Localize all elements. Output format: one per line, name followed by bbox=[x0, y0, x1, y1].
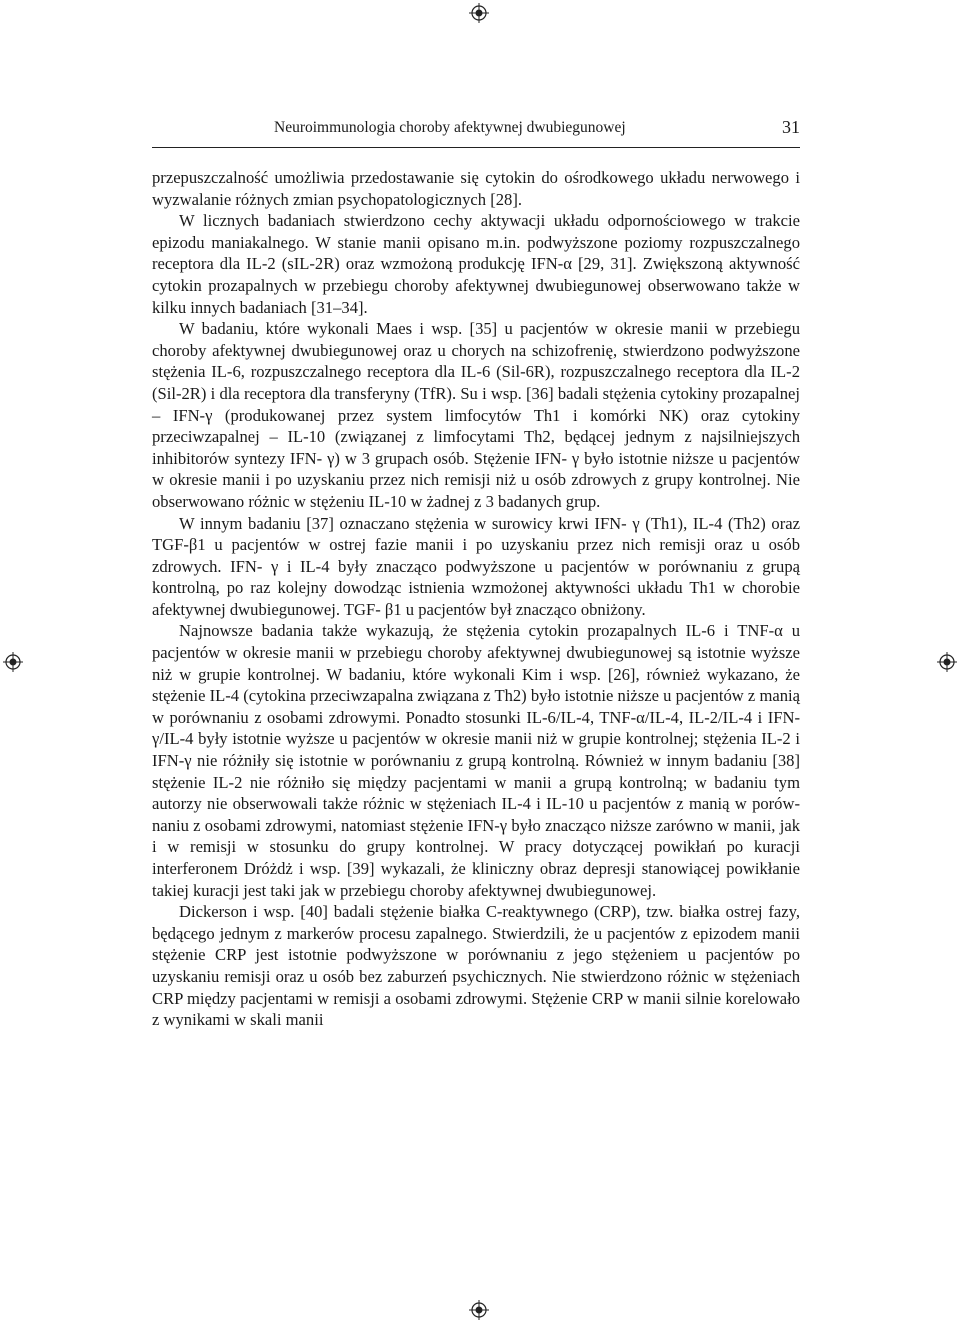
registration-mark-icon bbox=[469, 3, 489, 23]
paragraph: Najnowsze badania także wykazują, że stężenia cytokin prozapalnych IL-6 i TNF-α u pacjentów w okresie manii w przebiegu choroby afektywnej dwubiegunowej są istotnie wyższe niż w grupie kontrolnej. W badaniu, które wykonali Kim i wsp. [26], również wykazano, że stężenie IL-4 (cytokina przeciwzapalna związana z Th2) było istotnie niższe u pacjentów z manią w porównaniu z osobami zdrowymi. Ponadto stosunki IL-6/IL-4, TNF-α/IL-4, IL-2/IL-4 i IFN-γ/IL-4 były istotnie wyższe u pacjentów w okresie manii niż w grupie kontrolnej; stężenia IL-2 i IFN-γ nie różniły się istotnie w porównaniu z grupą kontrolną. Również w innym badaniu [38] stężenie IL-2 nie różniło się między pacjentami w manii a grupą kontrolną; w badaniu tym autorzy nie obserwowali także różnic w stężeniach IL-4 i IL-10 u pacjentów z manią w porównaniu z osobami zdrowymi, natomiast stężenie IFN-γ było znacząco niższe zarówno w manii, jak i w remisji w stosunku do grupy kontrolnej. W pracy dotyczącej powikłań po kuracji interferonem Dróżdż i wsp. [39] wykazali, że kliniczny obraz depresji stanowiącej powikłanie takiej kuracji jest taki jak w przebiegu choroby afektywnej dwubiegunowej. bbox=[152, 621, 800, 900]
paragraph: przepuszczalność umożliwia przedostawanie się cytokin do ośrodkowego układu nerwowego i wyzwalanie różnych zmian psychopatologicznych [28]. bbox=[152, 168, 800, 209]
paragraph: W licznych badaniach stwierdzono cechy aktywacji układu odpornościowego w trakcie epizodu maniakalnego. W stanie manii opisano m.in. podwyższone poziomy rozpuszczalnego receptora dla IL-2 (sIL-2R) oraz wzmożoną produkcję IFN-α [29, 31]. Zwiększoną aktywność cytokin prozapalnych w przebiegu choroby afektywnej dwubiegunowej obserwowano także w kilku innych badaniach [31–34]. bbox=[152, 211, 800, 317]
registration-mark-icon bbox=[3, 652, 23, 672]
running-header bbox=[152, 117, 800, 148]
registration-mark-icon bbox=[469, 1300, 489, 1320]
body-text bbox=[152, 167, 800, 1031]
paragraph: Dickerson i wsp. [40] badali stężenie białka C-reaktywnego (CRP), tzw. białka ostrej fazy, będącego jednym z markerów procesu zapalnego. Stwierdzili, że u pacjentów z epizodem manii stężenie CRP jest istotnie podwyższone w porównaniu z jego stężeniem u pacjentów po uzyskaniu remisji oraz u osób bez zaburzeń psychicznych. Nie stwierdzono różnic w stężeniach CRP między pacjentami w remisji a osobami zdrowymi. Stężenie CRP w manii silnie korelowało z wynikami w skali manii bbox=[152, 902, 800, 1030]
page-number: 31 bbox=[782, 117, 800, 137]
registration-mark-icon bbox=[937, 652, 957, 672]
paragraph: W innym badaniu [37] oznaczano stężenia w surowicy krwi IFN- γ (Th1), IL-4 (Th2) oraz TGF-β1 u pacjentów w ostrej fazie manii i po uzyskaniu przez nich remisji oraz u osób zdrowych. IFN- γ i IL-4 były znacząco podwyższone u pacjentów w porównaniu z grupą kontrolną, po raz kolejny dowodząc istnienia wzmożonej aktywności układu Th1 w chorobie afektywnej dwubiegunowej. TGF- β1 u pacjentów był znacząco obniżony. bbox=[152, 513, 800, 619]
paragraph: W badaniu, które wykonali Maes i wsp. [35] u pacjentów w okresie manii w przebiegu choroby afektywnej dwubiegunowej oraz u chorych na schizofrenię, stwierdzono podwyższone stężenia IL-6, rozpuszczalnego receptora dla IL-6 (Sil-6R), rozpuszczalnego receptora dla IL-2 (Sil-2R) i dla receptora dla transferyny (TfR). Su i wsp. [36] badali stężenia cytokiny prozapalnej – IFN-γ (produkowanej przez system limfocytów Th1 i komórki NK) oraz cytokiny przeciwzapalnej – IL-10 (związanej z limfocytami Th2, będącej jednym z najsilniejszych inhibitorów syntezy IFN- γ) w 3 grupach osób. Stężenie IFN- γ było istotnie niższe u pacjentów w okresie manii i po uzyskaniu przez nich remisji niż u osób zdrowych z grupy kontrolnej. Nie obserwowano różnic w stężeniu IL-10 w żadnej z 3 badanych grup. bbox=[152, 319, 800, 511]
running-title: Neuroimmunologia choroby afektywnej dwubiegunowej bbox=[274, 119, 626, 136]
